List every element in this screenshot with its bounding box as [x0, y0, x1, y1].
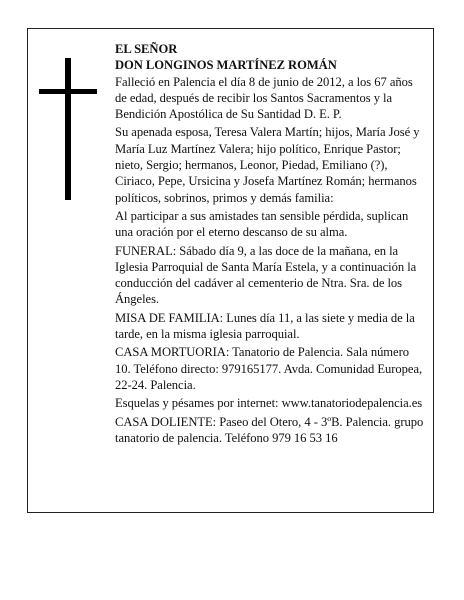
funeral-details: FUNERAL: Sábado día 9, a las doce de la mañana, en la Iglesia Parroquial de Santa María Estela, y a continuación la conducción del cadáver al cementerio de Ntra. Sra. de los Ángeles.	[115, 243, 417, 307]
heading-title: EL SEÑOR	[115, 42, 178, 56]
obituary-text	[115, 41, 425, 448]
family-mass-details: MISA DE FAMILIA: Lunes día 11, a las siete y media de la tarde, en la misma iglesia parroquial.	[115, 310, 415, 342]
prayer-request: Al participar a sus amistades tan sensible pérdida, suplican una oración por el eterno descanso de su alma.	[115, 208, 409, 240]
obituary-notice	[27, 28, 434, 513]
funeral-home-details: CASA MORTUORIA: Tanatorio de Palencia. Sala número 10. Teléfono directo: 979165177. Avda. Comunidad Europea, 22-24. Palencia.	[115, 345, 423, 392]
family-home-details: CASA DOLIENTE: Paseo del Otero, 4 - 3ºB. Palencia. grupo tanatorio de palencia. Teléfono 979 16 53 16	[115, 414, 424, 445]
death-announcement: Falleció en Palencia el día 8 de junio de 2012, a los 67 años de edad, después de recibir los Santos Sacramentos y la Bendición Apostólica de Su Santidad D. E. P.	[115, 74, 413, 122]
online-condolences: Esquelas y pésames por internet: www.tanatoriodepalencia.es	[115, 396, 423, 411]
cross-icon	[39, 58, 97, 200]
deceased-name: DON LONGINOS MARTÍNEZ ROMÁN	[115, 58, 337, 73]
family-list: Su apenada esposa, Teresa Valera Martín; hijos, María José y María Luz Martínez Valera; hijo político, Enrique Pastor; nieto, Sergio; hermanos, Leonor, Piedad, Emiliano (?), Ciriaco, Pepe, Ursicina y Josefa Martínez Román; hermanos políticos, sobrinos, primos y demás familia:	[115, 125, 420, 205]
